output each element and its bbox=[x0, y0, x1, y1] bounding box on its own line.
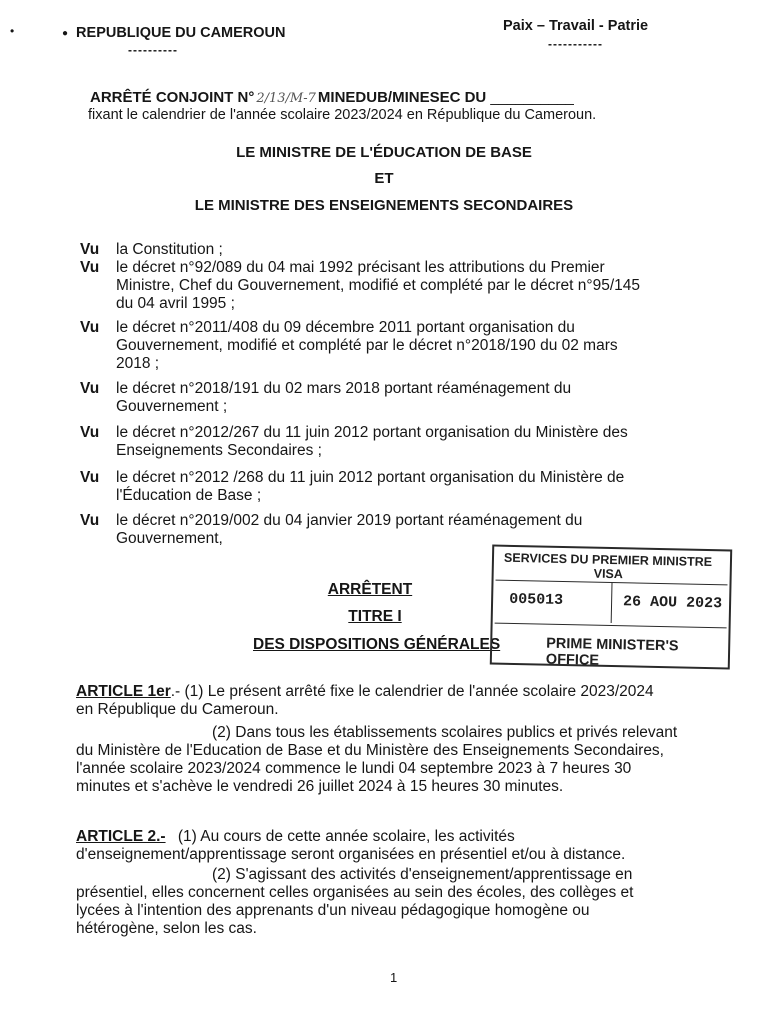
vu-item bbox=[80, 424, 700, 460]
vu-item bbox=[80, 380, 700, 416]
dispositions-heading: DES DISPOSITIONS GÉNÉRALES bbox=[253, 636, 501, 653]
vu-text bbox=[116, 512, 700, 548]
vu-label: Vu bbox=[80, 512, 100, 529]
vu-text-line: la Constitution ; bbox=[116, 241, 223, 258]
vu-text bbox=[116, 380, 700, 416]
article1-p2-line4: minutes et s'achève le vendredi 26 juillet 2024 à 15 heures 30 minutes. bbox=[76, 778, 564, 795]
vu-text bbox=[116, 241, 700, 259]
vu-text-line: le décret n°2012/267 du 11 juin 2012 portant organisation du Ministère des bbox=[116, 424, 628, 441]
vu-text-line: le décret n°2018/191 du 02 mars 2018 portant réaménagement du bbox=[116, 380, 572, 397]
vu-label: Vu bbox=[80, 241, 100, 258]
stamp-office: PRIME MINISTER'S OFFICE bbox=[545, 635, 679, 669]
minister-secondary-education: LE MINISTRE DES ENSEIGNEMENTS SECONDAIRES bbox=[194, 197, 574, 214]
titre-heading: TITRE I bbox=[348, 608, 402, 625]
vu-text-line: Gouvernement ; bbox=[116, 398, 228, 415]
article2-p1-line2: d'enseignement/apprentissage seront organisées en présentiel et/ou à distance. bbox=[76, 846, 626, 863]
vu-label: Vu bbox=[80, 319, 100, 336]
stamp-divider bbox=[611, 583, 613, 623]
vu-text bbox=[116, 469, 700, 505]
article2-p2 bbox=[76, 866, 716, 938]
vu-text-line: Enseignements Secondaires ; bbox=[116, 442, 322, 459]
republic-title: ● REPUBLIQUE DU CAMEROUN bbox=[62, 25, 286, 41]
date-blank: __________ bbox=[490, 89, 574, 106]
article1-p2 bbox=[76, 724, 716, 796]
minister-basic-education: LE MINISTRE DE L'ÉDUCATION DE BASE bbox=[236, 144, 532, 161]
handwritten-number: 2/13/M-7 bbox=[256, 91, 316, 106]
article1-p2-line2: du Ministère de l'Education de Base et du Ministère des Enseignements Secondaires, bbox=[76, 742, 664, 759]
article1-p2-line3: l'année scolaire 2023/2024 commence le lundi 04 septembre 2023 à 7 heures 30 bbox=[76, 760, 632, 777]
vu-text bbox=[116, 424, 700, 460]
article2-p2-line4: hétérogène, selon les cas. bbox=[76, 920, 257, 937]
stamp-rule-bottom bbox=[495, 623, 727, 629]
visa-stamp bbox=[490, 545, 732, 670]
article1-p1-line1: .- (1) Le présent arrêté fixe le calendrier de l'année scolaire 2023/2024 bbox=[170, 683, 654, 700]
vu-text-line: le décret n°2019/002 du 04 janvier 2019 portant réaménagement du bbox=[116, 512, 583, 529]
vu-text-line: Gouvernement, bbox=[116, 530, 223, 547]
vu-label: Vu bbox=[80, 424, 100, 441]
vu-text-line: du 04 avril 1995 ; bbox=[116, 295, 235, 312]
vu-text-line: l'Éducation de Base ; bbox=[116, 487, 262, 504]
vu-item bbox=[80, 319, 700, 373]
motto-dash: ----------- bbox=[548, 37, 603, 51]
arrete-subtitle: fixant le calendrier de l'année scolaire 2023/2024 en République du Cameroun. bbox=[88, 107, 597, 123]
article2-label: ARTICLE 2.- bbox=[76, 828, 166, 845]
vu-label: Vu bbox=[80, 469, 100, 486]
page-number: 1 bbox=[390, 970, 398, 985]
article1-label: ARTICLE 1er bbox=[76, 683, 171, 700]
stamp-services: SERVICES DU PREMIER MINISTRE bbox=[503, 550, 713, 570]
vu-text-line: le décret n°92/089 du 04 mai 1992 précisant les attributions du Premier bbox=[116, 259, 605, 276]
stamp-date: 26 AOU 2023 bbox=[622, 593, 723, 613]
article1-p1-line2: en République du Cameroun. bbox=[76, 701, 279, 718]
arrete-title: ARRÊTÉ CONJOINT N° 2/13/M-7 MINEDUB/MINESEC DU __________ bbox=[90, 89, 574, 106]
article1-p1 bbox=[76, 683, 716, 719]
arretent-heading: ARRÊTENT bbox=[327, 581, 413, 598]
stamp-number: 005013 bbox=[508, 590, 564, 609]
vu-text-line: 2018 ; bbox=[116, 355, 160, 372]
minister-and: ET bbox=[374, 170, 394, 187]
vu-text-line: le décret n°2011/408 du 09 décembre 2011 portant organisation du bbox=[116, 319, 575, 336]
vu-text bbox=[116, 259, 700, 313]
article2-p2-line2: présentiel, elles concernent celles organisées au sein des écoles, des collèges et bbox=[76, 884, 634, 901]
article2-p2-line1: (2) S'agissant des activités d'enseignement/apprentissage en bbox=[212, 866, 633, 883]
vu-label: Vu bbox=[80, 380, 100, 397]
bullet-icon: ● bbox=[62, 27, 69, 39]
vu-item bbox=[80, 512, 700, 548]
stamp-visa: VISA bbox=[593, 566, 624, 582]
vu-text-line: le décret n°2012 /268 du 11 juin 2012 portant organisation du Ministère de bbox=[116, 469, 625, 486]
motto: Paix – Travail - Patrie bbox=[503, 18, 649, 34]
article2-p1 bbox=[76, 828, 716, 864]
vu-item bbox=[80, 469, 700, 505]
article1-p2-line1: (2) Dans tous les établissements scolaires publics et privés relevant bbox=[212, 724, 678, 741]
vu-label: Vu bbox=[80, 259, 100, 276]
vu-item bbox=[80, 241, 700, 259]
vu-text bbox=[116, 319, 700, 373]
republic-dash: ---------- bbox=[128, 43, 178, 57]
vu-item bbox=[80, 259, 700, 313]
article2-p1-line1: (1) Au cours de cette année scolaire, les activités bbox=[177, 828, 515, 845]
vu-text-line: Ministre, Chef du Gouvernement, modifié et complété par le décret n°95/145 bbox=[116, 277, 641, 294]
article2-p2-line3: lycées à l'intention des apprenants d'un niveau pédagogique homogène ou bbox=[76, 902, 590, 919]
vu-text-line: Gouvernement, modifié et complété par le décret n°2018/190 du 02 mars bbox=[116, 337, 618, 354]
margin-mark: • bbox=[10, 24, 15, 38]
